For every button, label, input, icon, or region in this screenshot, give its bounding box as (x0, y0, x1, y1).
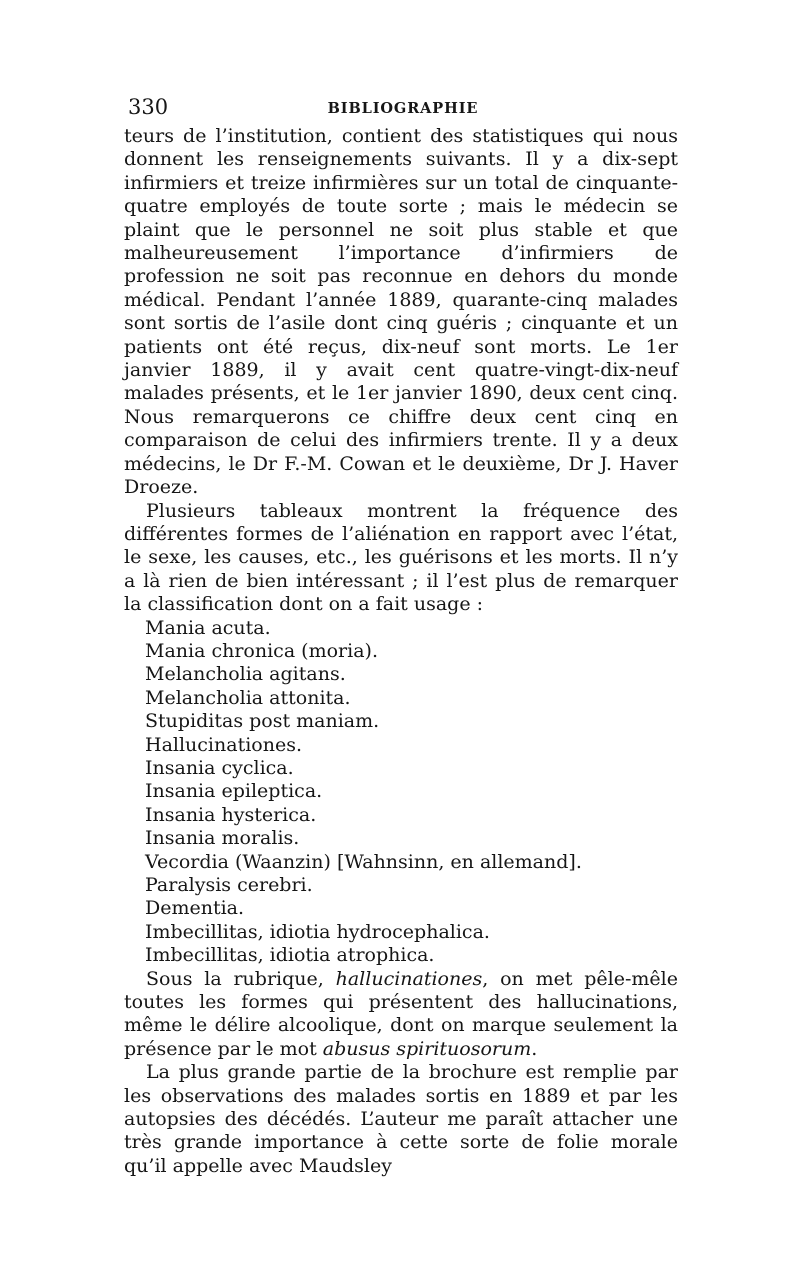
text-run: . (531, 1037, 538, 1060)
list-item: Imbecillitas, idiotia hydrocephalica. (145, 920, 490, 943)
list-item: Imbecillitas, idiotia atrophica. (145, 944, 435, 967)
classification-list (124, 617, 678, 968)
text-run: , on met pêle-mêle toutes les formes qui présentent des hallucinations, même le délire alcoolique, dont on marque seulement la présence par le mot (124, 967, 678, 1060)
text-run: Sous la rubrique, (146, 967, 336, 990)
list-item: Hallucinationes. (145, 733, 302, 756)
list-item: Stupiditas post maniam. (145, 710, 380, 733)
paragraph-tables: Plusieurs tableaux montrent la fréquence des différentes formes de l’aliénation en rapport avec l’état, le sexe, les causes, etc., les guérisons et les morts. Il n’y a là rien de bien intéressant ; il l’est plus de remarquer la classification dont on a fait usage : (124, 499, 678, 616)
page-number: 330 (128, 95, 169, 119)
list-item: Mania chronica (moria). (145, 639, 378, 662)
italic-term: hallucinationes (335, 967, 483, 990)
list-item: Mania acuta. (145, 616, 271, 639)
body-text (124, 125, 678, 1178)
paragraph-brochure: La plus grande partie de la brochure est remplie par les observations des malades sortis en 1889 et par les autopsies des décédés. L’auteur me paraît attacher une très grande importance à cette sorte de folie morale qu’il appelle avec Maudsley (124, 1061, 678, 1177)
list-item: Insania cyclica. (145, 756, 294, 779)
list-item: Vecordia (Waanzin) [Wahnsinn, en allemand]. (145, 850, 582, 873)
list-item: Melancholia agitans. (145, 663, 346, 686)
list-item: Paralysis cerebri. (145, 874, 313, 896)
running-head: BIBLIOGRAPHIE (327, 100, 479, 117)
list-item: Melancholia attonita. (145, 686, 351, 709)
list-item: Dementia. (145, 897, 245, 920)
italic-term: abusus spirituosorum (322, 1037, 532, 1060)
list-item: Insania moralis. (145, 827, 300, 850)
list-item: Insania epileptica. (145, 780, 323, 803)
paragraph-hallucinationes (124, 968, 678, 1062)
page-header (128, 95, 678, 125)
list-item: Insania hysterica. (145, 803, 317, 826)
paragraph-statistics: teurs de l’institution, contient des statistiques qui nous donnent les renseignements suivants. Il y a dix-sept infirmiers et treize infirmières sur un total de cinquante-quatre employés de toute sorte ; mais le médecin se plaint que le personnel ne soit plus stable et que malheureusement l’importance d’infirmiers de profession ne soit pas reconnue en dehors du monde médical. Pendant l’année 1889, quarante-cinq malades sont sortis de l’asile dont cinq guéris ; cinquante et un patients ont été reçus, dix-neuf sont morts. Le 1er janvier 1889, il y avait cent quatre-vingt-dix-neuf malades présents, et le 1er janvier 1890, deux cent cinq. Nous remarquerons ce chiffre deux cent cinq en comparaison de celui des infirmiers trente. Il y a deux médecins, le Dr F.-M. Cowan et le deuxième, Dr J. Haver Droeze. (124, 125, 678, 499)
